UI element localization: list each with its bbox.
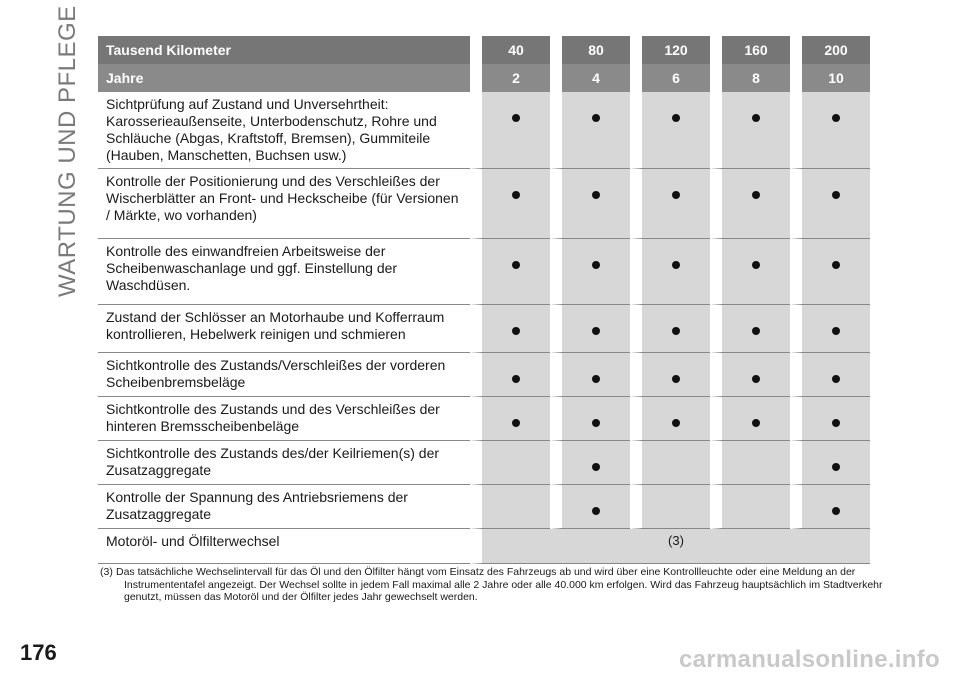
interval-cell (550, 485, 630, 529)
check-dot-icon (752, 261, 760, 269)
table-row (98, 397, 870, 441)
table-row (98, 239, 870, 305)
interval-cell (470, 485, 550, 529)
check-dot-icon (592, 191, 600, 199)
check-dot-icon (672, 191, 680, 199)
check-dot-icon (832, 114, 840, 122)
header-years-value: 6 (630, 64, 710, 92)
check-dot-icon (512, 114, 520, 122)
check-dot-icon (592, 375, 600, 383)
interval-cell (790, 92, 870, 169)
check-dot-icon (512, 375, 520, 383)
interval-cell (630, 305, 710, 353)
interval-cell (550, 169, 630, 239)
interval-cell (630, 353, 710, 397)
interval-cell (630, 239, 710, 305)
interval-cell (470, 397, 550, 441)
check-dot-icon (512, 191, 520, 199)
header-km-value: 160 (710, 36, 790, 64)
table-row (98, 353, 870, 397)
interval-cell (710, 169, 790, 239)
check-dot-icon (672, 419, 680, 427)
check-dot-icon (592, 507, 600, 515)
check-dot-icon (832, 507, 840, 515)
row-description: Zustand der Schlösser an Motorhaube und Kofferraum kontrollieren, Hebelwerk reinigen und schmieren (98, 305, 470, 353)
check-dot-icon (832, 191, 840, 199)
interval-cell (550, 305, 630, 353)
interval-cell (790, 441, 870, 485)
interval-cell (630, 441, 710, 485)
check-dot-icon (672, 261, 680, 269)
interval-cell (630, 92, 710, 169)
check-dot-icon (752, 419, 760, 427)
header-years-label: Jahre (98, 64, 470, 92)
header-years-value: 8 (710, 64, 790, 92)
check-dot-icon (832, 261, 840, 269)
maintenance-table (98, 36, 870, 564)
table-row (98, 305, 870, 353)
interval-cell (550, 92, 630, 169)
check-dot-icon (752, 375, 760, 383)
interval-cell (550, 441, 630, 485)
header-km-label: Tausend Kilometer (98, 36, 470, 64)
table-row (98, 169, 870, 239)
row-description: Sichtkontrolle des Zustands/Verschleißes der vorderen Scheibenbremsbeläge (98, 353, 470, 397)
row-description: Kontrolle des einwandfreien Arbeitsweise der Scheibenwaschanlage und ggf. Einstellung der Waschdüsen. (98, 239, 470, 305)
interval-cell (790, 353, 870, 397)
check-dot-icon (832, 419, 840, 427)
table-row (98, 529, 870, 564)
watermark: carmanualsonline.info (678, 646, 940, 673)
check-dot-icon (592, 419, 600, 427)
footnote (100, 566, 890, 604)
header-km-value: 200 (790, 36, 870, 64)
interval-cell (470, 441, 550, 485)
interval-cell (710, 239, 790, 305)
interval-cell (710, 353, 790, 397)
interval-cell (710, 441, 790, 485)
interval-cell (470, 169, 550, 239)
row-description: Sichtkontrolle des Zustands des/der Keilriemen(s) der Zusatzaggregate (98, 441, 470, 485)
check-dot-icon (592, 463, 600, 471)
check-dot-icon (592, 327, 600, 335)
table-row (98, 485, 870, 529)
check-dot-icon (832, 375, 840, 383)
check-dot-icon (592, 114, 600, 122)
interval-cell (630, 485, 710, 529)
check-dot-icon (512, 261, 520, 269)
row-description: Motoröl- und Ölfilterwechsel (98, 529, 470, 564)
header-row-years (98, 64, 870, 92)
header-years-value: 10 (790, 64, 870, 92)
check-dot-icon (672, 375, 680, 383)
page-number: 176 (20, 640, 57, 665)
header-years-value: 2 (470, 64, 550, 92)
interval-cell (790, 397, 870, 441)
interval-cell (790, 485, 870, 529)
check-dot-icon (592, 261, 600, 269)
check-dot-icon (512, 327, 520, 335)
check-dot-icon (672, 327, 680, 335)
interval-cell (470, 239, 550, 305)
interval-cell (790, 239, 870, 305)
row-description: Sichtprüfung auf Zustand und Unversehrtheit: Karosserieaußenseite, Unterbodenschutz, Rohre und Schläuche (Abgas, Kraftstoff, Bremsen), Gummiteile (Hauben, Manschetten, Buchsen usw.) (98, 92, 470, 169)
table-row (98, 441, 870, 485)
header-years-value: 4 (550, 64, 630, 92)
interval-cell (710, 397, 790, 441)
check-dot-icon (512, 419, 520, 427)
check-dot-icon (832, 463, 840, 471)
interval-cell (630, 397, 710, 441)
header-km-value: 40 (470, 36, 550, 64)
interval-cell (470, 353, 550, 397)
interval-cell (710, 305, 790, 353)
interval-cell (550, 353, 630, 397)
header-km-value: 80 (550, 36, 630, 64)
interval-cell (470, 305, 550, 353)
row-description: Kontrolle der Positionierung und des Verschleißes der Wischerblätter an Front- und Heckscheibe (für Versionen / Märkte, wo vorhanden) (98, 169, 470, 239)
interval-cell (470, 92, 550, 169)
section-side-title: WARTUNG UND PFLEGE (54, 5, 81, 297)
check-dot-icon (672, 114, 680, 122)
header-km-value: 120 (630, 36, 710, 64)
row-description: Sichtkontrolle des Zustands und des Verschleißes der hinteren Bremsscheibenbeläge (98, 397, 470, 441)
check-dot-icon (752, 114, 760, 122)
interval-cell (710, 485, 790, 529)
interval-cell (790, 305, 870, 353)
footnote-mark: (3) (100, 566, 113, 578)
check-dot-icon (752, 191, 760, 199)
header-row-km (98, 36, 870, 64)
interval-cell (790, 169, 870, 239)
row-description: Kontrolle der Spannung des Antriebsriemens der Zusatzaggregate (98, 485, 470, 529)
check-dot-icon (832, 327, 840, 335)
interval-cell (630, 169, 710, 239)
interval-cell (550, 239, 630, 305)
check-dot-icon (752, 327, 760, 335)
footnote-text: Das tatsächliche Wechselintervall für das Öl und den Ölfilter hängt vom Einsatz des Fahrzeugs ab und wird über eine Kontrollleuchte oder eine Meldung an der Instrumententafel angezeigt. Der Wechsel sollte in jedem Fall maximal alle 2 Jahre oder alle 40.000 km erfolgen. Wird das Fahrzeug hauptsächlich im Stadtverkehr genutzt, müssen das Motoröl und der Ölfilter jedes Jahr gewechselt werden. (116, 566, 883, 603)
table-row (98, 92, 870, 169)
oil-change-note-cell: (3) (470, 529, 870, 564)
interval-cell (550, 397, 630, 441)
interval-cell (710, 92, 790, 169)
